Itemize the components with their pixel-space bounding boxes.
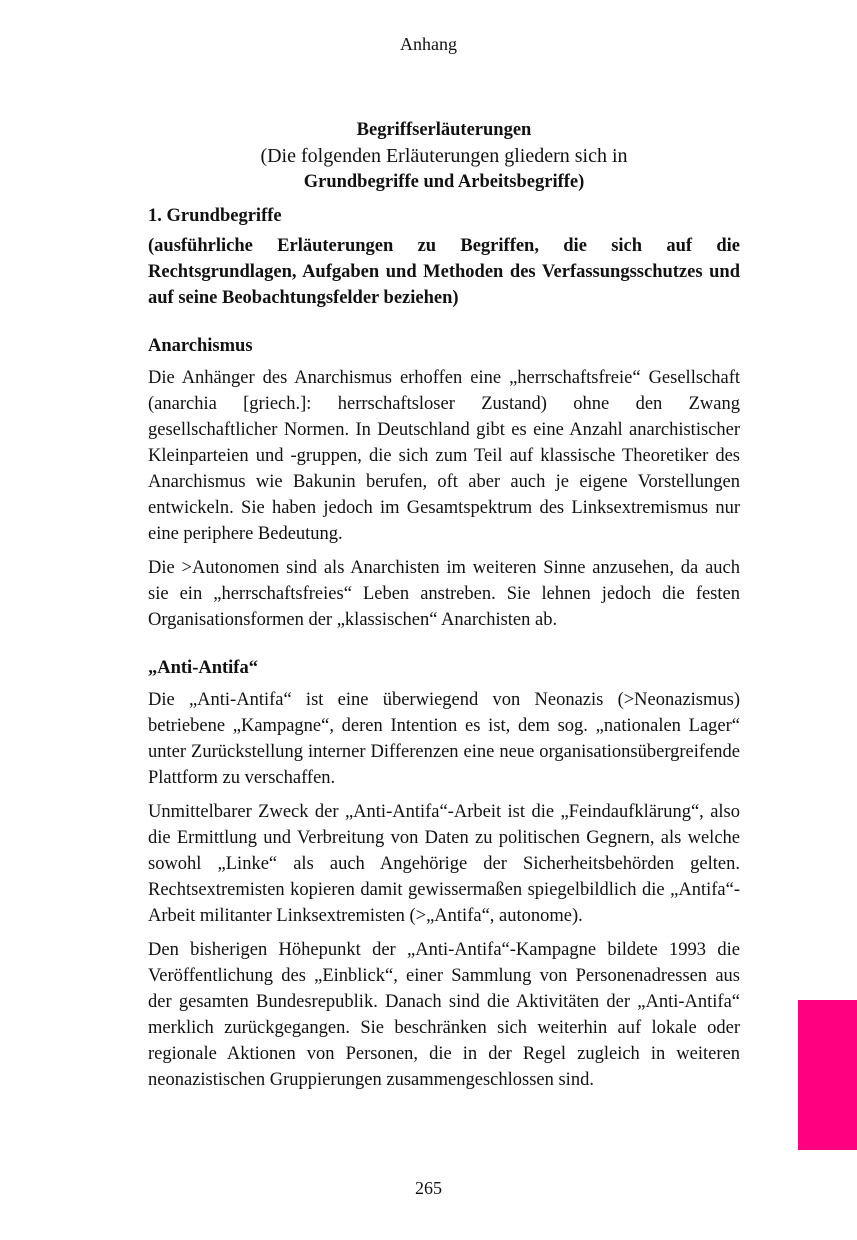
entry-paragraph: Den bisherigen Höhepunkt der „Anti-Antifa“-Kampagne bildete 1993 die Veröffentlichung des „Einblick“, einer Sammlung von Personenadressen aus der gesamten Bundesrepublik. Danach sind die Aktivitäten der „Anti-Antifa“ merklich zurückgegangen. Sie beschränken sich weiterhin auf lokale oder regionale Aktionen von Personen, die in der Regel zugleich in weiteren neonazistischen Gruppierungen zusammengeschlossen sind.: [148, 940, 740, 1090]
entry-paragraph: Die „Anti-Antifa“ ist eine überwiegend von Neonazis (>Neonazismus) betriebene „Kampagne“, deren Intention es ist, dem sog. „nationalen Lager“ unter Zurückstellung interner Differenzen eine neue organisationsübergreifende Plattform zu verschaffen.: [148, 690, 740, 788]
title-block: [148, 117, 740, 195]
running-head: Anhang: [400, 34, 457, 54]
entry-paragraph: Die >Autonomen sind als Anarchisten im weiteren Sinne anzusehen, da auch sie ein „herrschaftsfreies“ Leben anstreben. Sie lehnen jedoch die festen Organisationsformen der „klassischen“ Anarchisten ab.: [148, 558, 740, 630]
entry-paragraph: Die Anhänger des Anarchismus erhoffen eine „herrschaftsfreie“ Gesellschaft (anarchia [griech.]: herrschaftsloser Zustand) ohne den Zwang gesellschaftlicher Normen. In Deutschland gibt es eine Anzahl anarchistischer Kleinparteien und -gruppen, die sich zum Teil auf klassische Theoretiker des Anarchismus wie Bakunin berufen, oft aber auch je eigene Vorstellungen entwickeln. Sie haben jedoch im Gesamtspektrum des Linksextremismus nur eine periphere Bedeutung.: [148, 368, 740, 544]
section-heading: 1. Grundbegriffe: [148, 206, 282, 226]
entry-term: Anarchismus: [148, 336, 253, 356]
section-description: (ausführliche Erläuterungen zu Begriffen, die sich auf die Rechtsgrundlagen, Aufgaben und Methoden des Verfassungsschutzes und auf seine Beobachtungsfelder beziehen): [148, 236, 740, 308]
page-subtitle-line1: (Die folgenden Erläuterungen gliedern sich in: [260, 145, 628, 167]
page-title: Begriffserläuterungen: [356, 120, 532, 140]
page-content: [148, 117, 740, 1101]
entry-paragraph: Unmittelbarer Zweck der „Anti-Antifa“-Arbeit ist die „Feindaufklärung“, also die Ermittlung und Verbreitung von Daten zu politischen Gegnern, als welche sowohl „Linke“ als auch Angehörige der Sicherheitsbehörden gelten. Rechtsextremisten kopieren damit gewissermaßen spiegelbildlich die „Antifa“-Arbeit militanter Linksextremisten (>„Antifa“, autonome).: [148, 802, 740, 926]
page-subtitle-line2: Grundbegriffe und Arbeitsbegriffe): [303, 172, 585, 192]
section-tab-marker: [798, 1000, 857, 1150]
entry-term: „Anti-Antifa“: [148, 658, 258, 678]
page-number: 265: [415, 1178, 442, 1198]
